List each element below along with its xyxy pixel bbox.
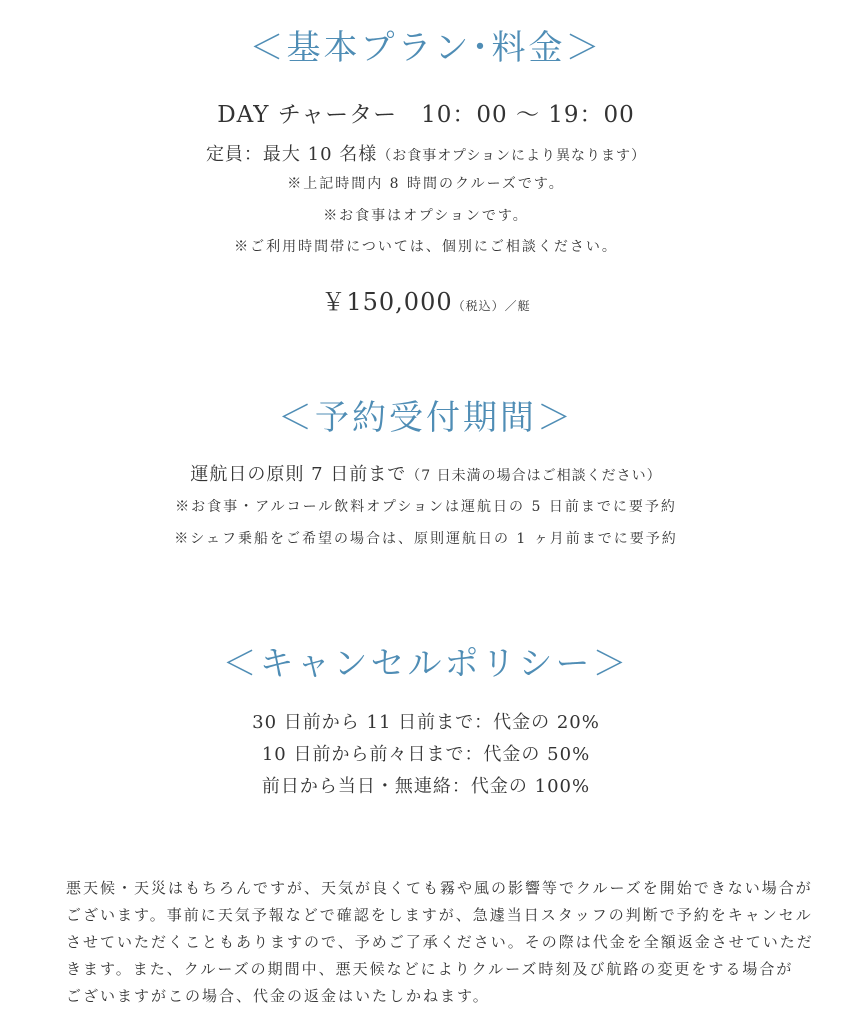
capacity-note: （お食事オプションにより異なります） [377,148,647,164]
cancel-heading: ＜キャンセルポリシー＞ [222,644,630,684]
reservation-heading: ＜予約受付期間＞ [278,398,574,438]
weather-notice [66,875,826,1010]
notice-line: ございます。事前に天気予報などで確認をしますが、急遽当日スタッフの判断で予約をキャンセル [66,906,813,924]
notice-line: 悪天候・天災はもちろんですが、天気が良くても霧や風の影響等でクルーズを開始できない場合が [66,879,813,897]
cancel-item: 前日から当日・無連絡：代金の 100% [261,776,591,797]
notice-line: ございますがこの場合、代金の返金はいたしかねます。 [66,987,490,1005]
cancel-item: 30 日前から 11 日前まで：代金の 20% [252,712,600,733]
reservation-note: ※シェフ乗船をご希望の場合は、原則運航日の 1 ヶ月前までに要予約 [174,531,678,547]
reservation-main-note: （7 日未満の場合はご相談ください） [406,468,662,484]
plan-heading: ＜基本プラン･料金＞ [249,28,603,68]
capacity-main: 定員：最大 10 名様 [205,144,378,165]
price-line [0,282,852,317]
plan-note: ※ご利用時間帯については、個別にご相談ください。 [234,239,618,255]
reservation-main-line [0,460,852,486]
reservation-main: 運航日の原則 7 日前まで [190,464,407,485]
plan-note: ※上記時間内 8 時間のクルーズです。 [287,176,565,192]
notice-line: きます。また、クルーズの期間中、悪天候などによりクルーズ時刻及び航路の変更をする場合が [66,960,794,978]
capacity-line [0,140,852,166]
day-charter-time: DAY チャーター 10：00 〜 19：00 [217,102,635,128]
price-suffix: （税込）／艇 [452,299,531,313]
price-value: ￥150,000 [321,288,453,316]
notice-line: させていただくこともありますので、予めご了承ください。その際は代金を全額返金させていただ [66,933,814,951]
reservation-note: ※お食事・アルコール飲料オプションは運航日の 5 日前までに要予約 [175,499,677,515]
cancel-item: 10 日前から前々日まで：代金の 50% [261,744,591,765]
plan-note: ※お食事はオプションです。 [323,208,529,224]
